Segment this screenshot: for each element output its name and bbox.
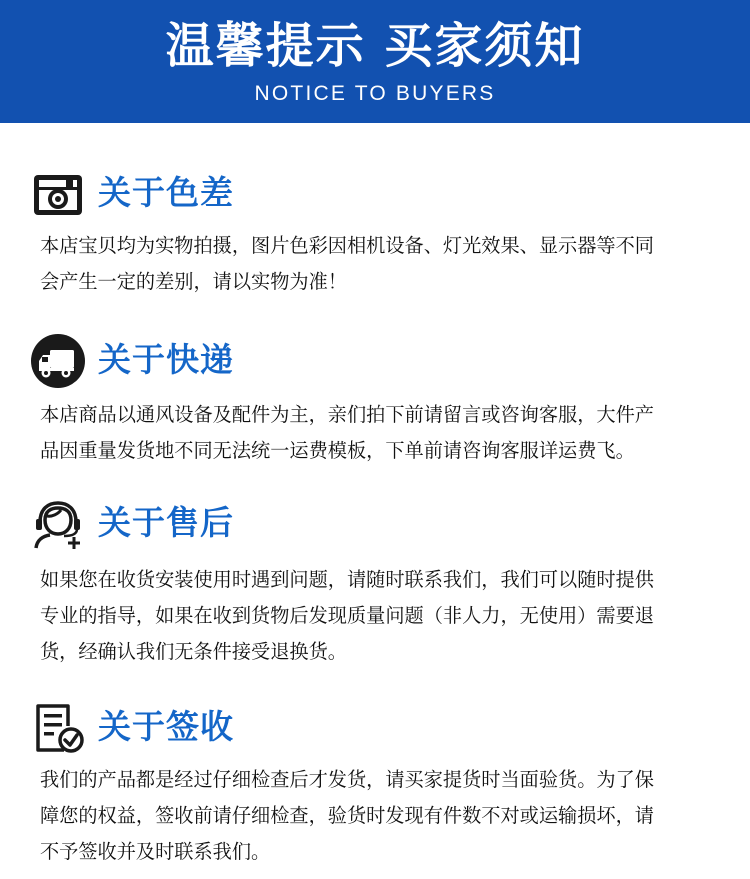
camera-icon (30, 166, 86, 222)
body-line: 如果您在收货安装使用时遇到问题，请随时联系我们，我们可以随时提供 (40, 568, 654, 591)
body-line: 本店商品以通风设备及配件为主，亲们拍下前请留言或咨询客服，大件产 (40, 403, 654, 426)
body-line: 本店宝贝均为实物拍摄，图片色彩因相机设备、灯光效果、显示器等不同 (40, 234, 654, 257)
section-title: 关于售后 (98, 503, 234, 542)
body-line: 专业的指导，如果在收到货物后发现质量问题（非人力，无使用）需要退 (40, 604, 654, 627)
notice-header (0, 0, 750, 123)
body-line: 货，经确认我们无条件接受退换货。 (40, 640, 347, 663)
section-heading (30, 496, 720, 552)
body-line: 品因重量发货地不同无法统一运费模板，下单前请咨询客服详运费飞。 (40, 439, 635, 462)
customer-service-icon (30, 496, 86, 552)
section-title: 关于签收 (98, 707, 234, 746)
section-body (40, 762, 720, 870)
header-subtitle: NOTICE TO BUYERS (254, 82, 496, 105)
section-body (40, 562, 720, 670)
delivery-truck-icon (30, 333, 86, 389)
body-line: 障您的权益，签收前请仔细检查，验货时发现有件数不对或运输损坏，请 (40, 804, 654, 827)
body-line: 会产生一定的差别，请以实物为准！ (40, 270, 347, 293)
section-heading (30, 700, 720, 756)
section-title: 关于快递 (98, 340, 234, 379)
section-body (40, 228, 720, 300)
section-heading (30, 333, 720, 389)
section-heading (30, 166, 720, 222)
header-title: 温馨提示 买家须知 (165, 18, 585, 74)
section-title: 关于色差 (98, 173, 234, 212)
body-line: 不予签收并及时联系我们。 (40, 840, 271, 863)
section-body (40, 397, 720, 469)
body-line: 我们的产品都是经过仔细检查后才发货，请买家提货时当面验货。为了保 (40, 768, 654, 791)
document-check-icon (30, 700, 86, 756)
